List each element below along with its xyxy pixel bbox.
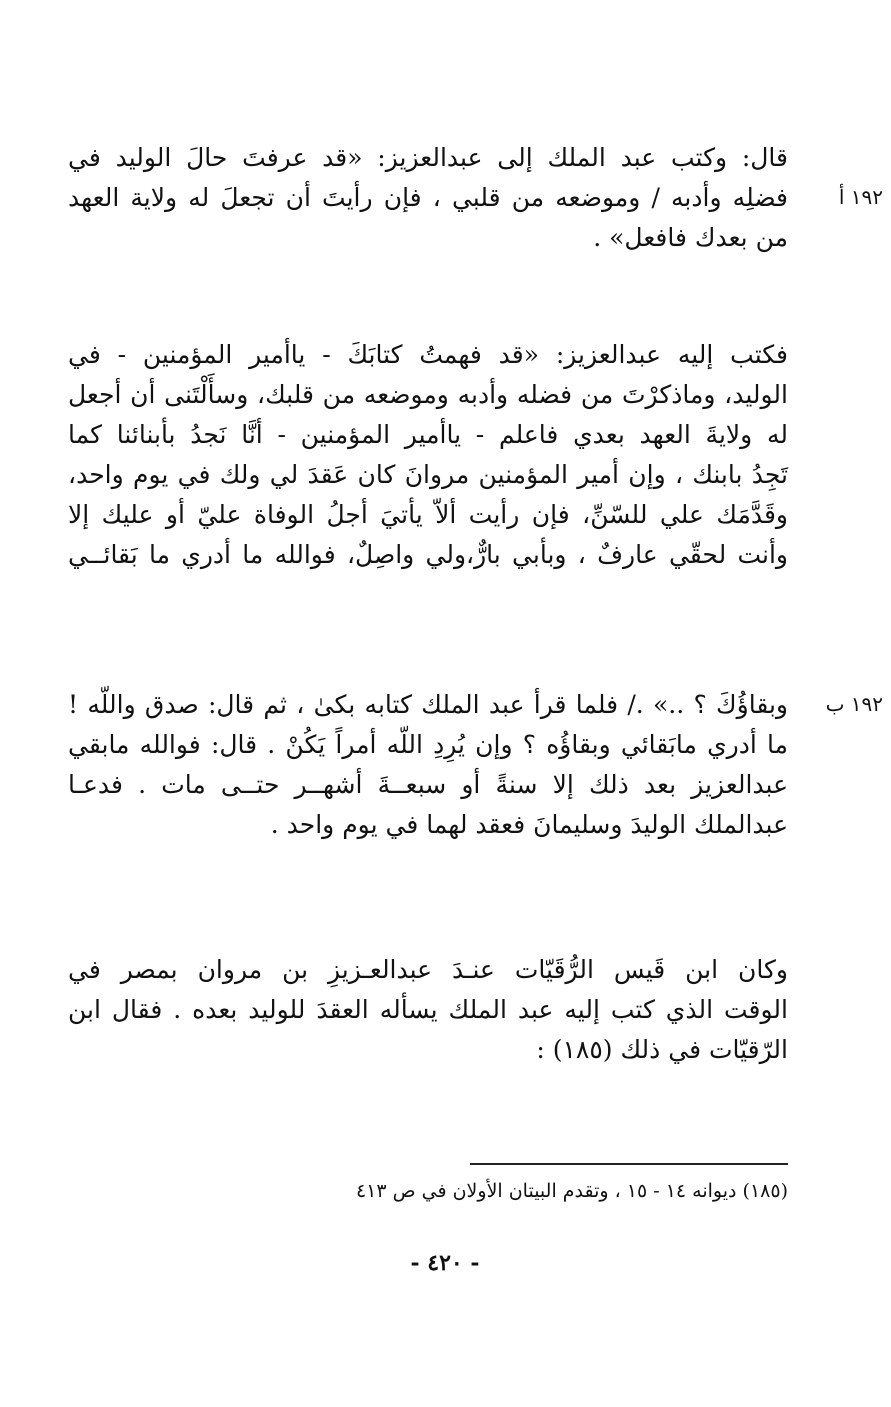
paragraph-2-continued	[68, 690, 883, 850]
paragraph-1	[68, 143, 883, 263]
footnote: (١٨٥) ديوانه ١٤ - ١٥ ، وتقدم البيتان الأولان في ص ٤١٣	[355, 1180, 788, 1202]
margin-folio-note: ١٩٢ ب	[825, 692, 883, 716]
text-line: له ولايةَ العهد بعدي فاعلم - ياأمير المؤمنين - أنَّا نَجدُ بأبنائنا كما	[68, 420, 788, 449]
text-line: قال: وكتب عبد الملك إلى عبدالعزيز: «قد عرفتَ حالَ الوليد في	[68, 143, 788, 172]
text-line: ١٩٢ ب وبقاؤُكَ ؟ ..» ./ فلما قرأ عبد الملك كتابه بكىٰ ، ثم قال: صدق واللّه !	[68, 690, 883, 719]
text-line: تَجِدُ بابنك ، وإن أمير المؤمنين مروانَ كان عَقدَ لي ولك في يوم واحد،	[68, 460, 788, 489]
footnote-divider	[470, 1163, 788, 1165]
text-line: من بعدك فافعل» .	[593, 223, 788, 252]
text-line: ١٩٢ أ فضلِه وأدبه / وموضعه من قلبي ، فإن رأيتَ أن تجعلَ له ولاية العهد	[68, 183, 883, 212]
text-line: عبدالملك الوليدَ وسليمانَ فعقد لهما في يوم واحد .	[270, 810, 788, 839]
text-line: الرّقيّات في ذلك (١٨٥) :	[536, 1035, 788, 1064]
margin-folio-note: ١٩٢ أ	[838, 185, 883, 209]
text-line: وكان ابن قَيس الرُّقَيّات عنـدَ عبدالعـزيزِ بن مروان بمصر في	[68, 955, 788, 984]
text-line: الوقت الذي كتب إليه عبد الملك يسأله العقدَ للوليد بعده . فقال ابن	[68, 995, 788, 1024]
text-line: وقَدَّمَك علي للسّنِّ، فإن رأيت ألاّ يأتيَ أجلُ الوفاة عليّ أو عليك إلا	[68, 500, 788, 529]
text-line: عبدالعزيز بعد ذلك إلا سنةً أو سبعــةَ أشهــر حتــى مات . فدعـا	[68, 770, 788, 799]
text-line: الوليد، وماذكرْتَ من فضله وأدبه وموضعه من قلبك، وسأَلْتَنى أن أجعل	[68, 380, 788, 409]
paragraph-3	[68, 955, 788, 1075]
text-line: فكتب إليه عبدالعزيز: «قد فهمتُ كتابَكَ - ياأمير المؤمنين - في	[68, 340, 788, 369]
text-line: ما أدري مابَقائي وبقاؤُه ؟ وإن يُرِدِ اللّه أمراً يَكُنْ . قال: فوالله مابقي	[68, 730, 788, 759]
paragraph-2	[68, 340, 788, 580]
text-line: وأنت لحقّي عارفٌ ، وبأبي بارٌّ،ولي واصِلٌ، فوالله ما أدري ما بَقائــي	[68, 540, 788, 569]
page-number: - ٤٢٠ -	[410, 1250, 480, 1276]
